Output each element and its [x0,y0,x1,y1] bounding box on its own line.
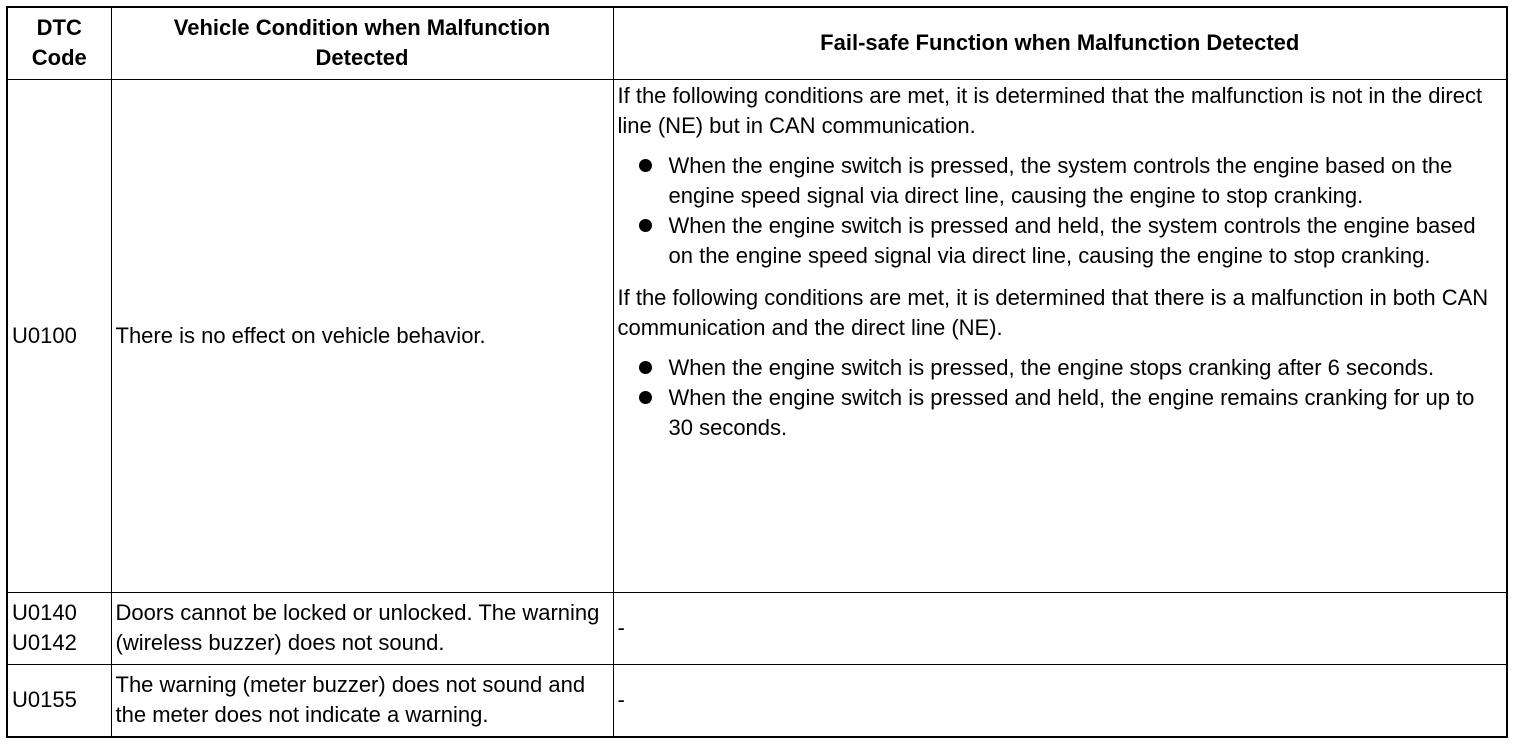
list-item [618,383,1503,443]
fail-safe-intro: If the following conditions are met, it is determined that the malfunction is not in the direct line (NE) but in CAN communication. [617,82,1483,138]
dtc-code-cell [7,592,111,664]
dtc-code: U0142 [12,630,77,655]
table-row [7,664,1507,737]
vehicle-condition-cell: The warning (meter buzzer) does not sound and the meter does not indicate a warning. [111,664,613,737]
dtc-code: U0140 [12,600,77,625]
fail-safe-bullet-list [618,151,1503,271]
fail-safe-intro: If the following conditions are met, it is determined that there is a malfunction in both CAN communication and the direct line (NE). [617,284,1489,340]
list-item [618,353,1503,383]
header-vehicle-condition: Vehicle Condition when Malfunction Detected [111,7,613,79]
fail-safe-cell: - [613,592,1507,664]
table-row [7,79,1507,592]
bullet-icon [639,361,652,374]
list-item-text: When the engine switch is pressed, the engine stops cranking after 6 seconds. [668,354,1435,380]
vehicle-condition-cell: Doors cannot be locked or unlocked. The warning (wireless buzzer) does not sound. [111,592,613,664]
bullet-icon [639,159,652,172]
fail-safe-cell [613,79,1507,592]
list-item-text: When the engine switch is pressed, the system controls the engine based on the engine speed signal via direct line, causing the engine to stop cranking. [668,152,1453,208]
table-row [7,592,1507,664]
bullet-icon [639,219,652,232]
fail-safe-bullet-list [618,353,1503,443]
dtc-failsafe-table [6,6,1508,738]
header-fail-safe: Fail-safe Function when Malfunction Detected [613,7,1507,79]
dtc-code-cell: U0100 [7,79,111,592]
list-item [618,211,1503,271]
bullet-icon [639,391,652,404]
vehicle-condition-cell: There is no effect on vehicle behavior. [111,79,613,592]
dtc-code-cell: U0155 [7,664,111,737]
fail-safe-cell: - [613,664,1507,737]
table-header-row [7,7,1507,79]
list-item-text: When the engine switch is pressed and held, the engine remains cranking for up to 30 seconds. [668,384,1475,440]
list-item [618,151,1503,211]
header-dtc-code: DTC Code [7,7,111,79]
list-item-text: When the engine switch is pressed and held, the system controls the engine based on the engine speed signal via direct line, causing the engine to stop cranking. [668,212,1476,268]
